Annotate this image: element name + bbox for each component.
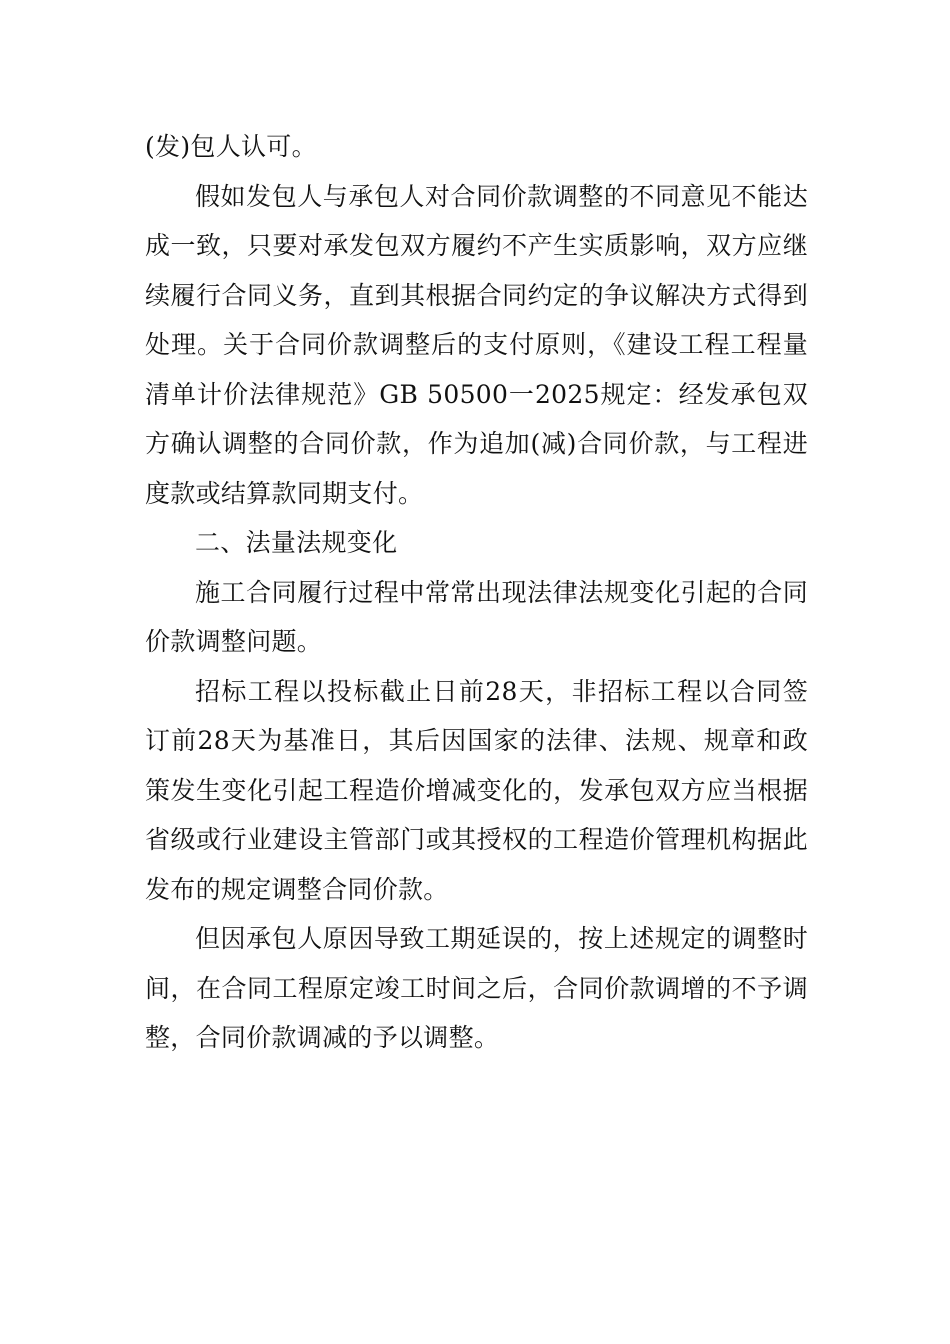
paragraph-price-adjustment-dispute: 假如发包人与承包人对合同价款调整的不同意见不能达成一致，只要对承发包双方履约不产生实质影响，双方应继续履行合同义务，直到其根据合同约定的争议解决方式得到处理。关于合同价款调整后的支付原则，《建设工程工程量清单计价法律规范》GB 50500一2025规定：经发承包双方确认调整的合同价款，作为追加(减)合同价款，与工程进度款或结算款同期支付。 [145, 181, 808, 508]
document-body [145, 122, 808, 1063]
paragraph-base-date: 招标工程以投标截止日前28天，非招标工程以合同签订前28天为基准日，其后因国家的法律、法规、规章和政策发生变化引起工程造价增减变化的，发承包双方应当根据省级或行业建设主管部门或其授权的工程造价管理机构据此发布的规定调整合同价款。 [145, 676, 808, 904]
section-heading: 二、法量法规变化 [195, 528, 398, 557]
paragraph-continuation: (发)包人认可。 [145, 132, 317, 161]
paragraph-contractor-delay: 但因承包人原因导致工期延误的，按上述规定的调整时间，在合同工程原定竣工时间之后，合同价款调增的不予调整，合同价款调减的予以调整。 [145, 924, 808, 1052]
paragraph-law-change-intro: 施工合同履行过程中常常出现法律法规变化引起的合同价款调整问题。 [145, 577, 808, 656]
